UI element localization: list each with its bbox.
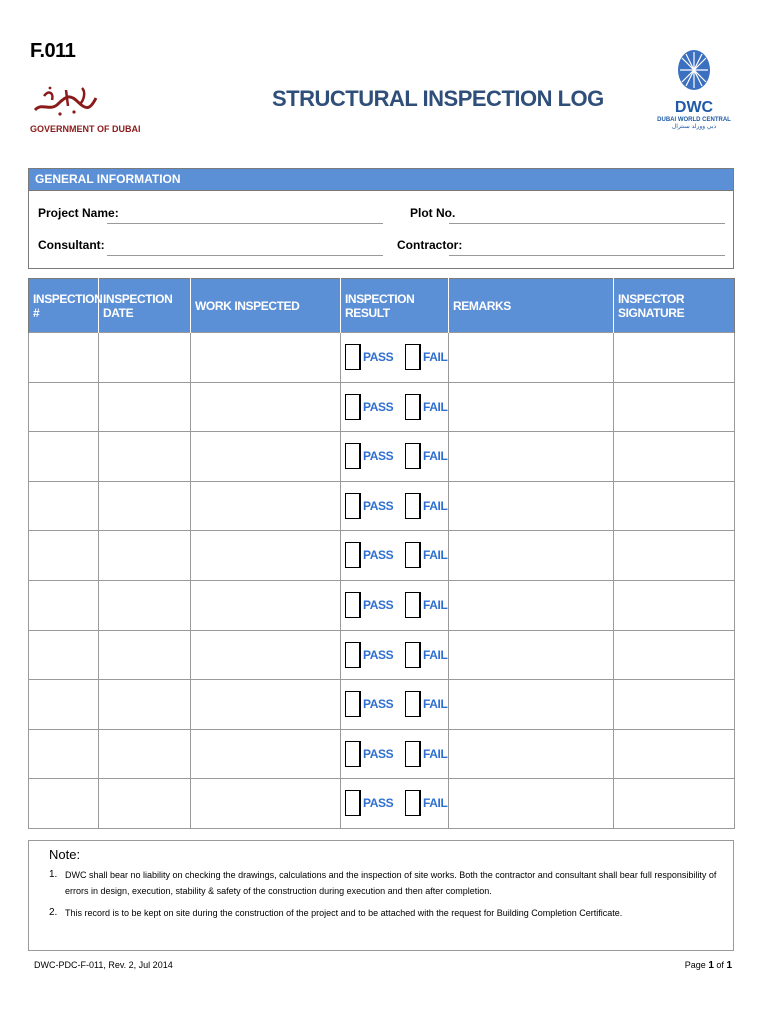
inspection-date-cell[interactable] [99, 580, 191, 630]
inspection-result-cell [341, 531, 449, 581]
fail-checkbox[interactable] [405, 642, 421, 668]
dwc-logo [654, 48, 734, 130]
inspection-result-cell [341, 779, 449, 829]
pass-checkbox[interactable] [345, 790, 361, 816]
pass-label: PASS [363, 796, 394, 811]
column-header-remarks: REMARKS [449, 279, 614, 333]
remarks-cell[interactable] [449, 779, 614, 829]
note-number: 1. [49, 869, 58, 880]
general-information-section [28, 168, 734, 269]
inspection-number-cell[interactable] [29, 779, 99, 829]
pass-label: PASS [363, 697, 394, 712]
fail-checkbox[interactable] [405, 790, 421, 816]
work-inspected-cell[interactable] [191, 382, 341, 432]
fail-checkbox[interactable] [405, 394, 421, 420]
page-number: 1 [708, 960, 714, 971]
table-row [29, 382, 735, 432]
fail-checkbox[interactable] [405, 344, 421, 370]
government-of-dubai-logo [30, 82, 141, 134]
inspector-signature-cell[interactable] [614, 531, 735, 581]
inspection-date-cell[interactable] [99, 680, 191, 730]
inspection-result-cell [341, 382, 449, 432]
inspector-signature-cell[interactable] [614, 729, 735, 779]
dwc-logo-subtitle: DUBAI WORLD CENTRAL [657, 117, 731, 123]
fail-label: FAIL [423, 697, 448, 712]
remarks-cell[interactable] [449, 531, 614, 581]
pass-checkbox[interactable] [345, 542, 361, 568]
table-row [29, 580, 735, 630]
pass-checkbox[interactable] [345, 344, 361, 370]
work-inspected-cell[interactable] [191, 580, 341, 630]
inspection-number-cell[interactable] [29, 531, 99, 581]
inspection-number-cell[interactable] [29, 382, 99, 432]
fail-label: FAIL [423, 498, 448, 513]
consultant-label: Consultant: [38, 238, 105, 252]
inspector-signature-cell[interactable] [614, 580, 735, 630]
remarks-cell[interactable] [449, 333, 614, 383]
inspector-signature-cell[interactable] [614, 382, 735, 432]
page-indicator [685, 960, 732, 971]
pass-checkbox[interactable] [345, 443, 361, 469]
remarks-cell[interactable] [449, 680, 614, 730]
note-item [49, 867, 725, 899]
inspection-date-cell[interactable] [99, 333, 191, 383]
dwc-emblem-icon [674, 48, 714, 92]
inspection-result-cell [341, 729, 449, 779]
pass-checkbox[interactable] [345, 394, 361, 420]
inspection-date-cell[interactable] [99, 729, 191, 779]
inspection-result-cell [341, 630, 449, 680]
inspection-log-table [28, 278, 735, 829]
fail-label: FAIL [423, 548, 448, 563]
inspector-signature-cell[interactable] [614, 779, 735, 829]
pass-label: PASS [363, 399, 394, 414]
work-inspected-cell[interactable] [191, 432, 341, 482]
fail-checkbox[interactable] [405, 443, 421, 469]
page-of: of [716, 960, 724, 970]
general-information-heading: GENERAL INFORMATION [29, 169, 733, 191]
note-text: This record is to be kept on site during the construction of the project and to be attached with the request for Building Completion Certificate. [65, 908, 623, 918]
fail-label: FAIL [423, 746, 448, 761]
inspection-number-cell[interactable] [29, 481, 99, 531]
pass-checkbox[interactable] [345, 642, 361, 668]
plot-no-label: Plot No. [410, 206, 456, 220]
page-total: 1 [726, 960, 732, 971]
table-row [29, 333, 735, 383]
column-header-work-inspected: WORK INSPECTED [191, 279, 341, 333]
inspection-result-cell [341, 432, 449, 482]
remarks-cell[interactable] [449, 630, 614, 680]
table-row [29, 531, 735, 581]
pass-checkbox[interactable] [345, 493, 361, 519]
note-item [49, 905, 725, 921]
inspection-date-cell[interactable] [99, 481, 191, 531]
page-prefix: Page [684, 960, 706, 970]
consultant-field[interactable] [107, 255, 383, 256]
document-reference: DWC-PDC-F-011, Rev. 2, Jul 2014 [34, 960, 173, 970]
table-row [29, 481, 735, 531]
pass-label: PASS [363, 498, 394, 513]
fail-checkbox[interactable] [405, 741, 421, 767]
inspection-date-cell[interactable] [99, 382, 191, 432]
pass-label: PASS [363, 647, 394, 662]
column-header-inspector-signature: INSPECTOR SIGNATURE [614, 279, 735, 333]
pass-label: PASS [363, 350, 394, 364]
table-row [29, 630, 735, 680]
inspector-signature-cell[interactable] [614, 481, 735, 531]
remarks-cell[interactable] [449, 481, 614, 531]
inspection-number-cell[interactable] [29, 729, 99, 779]
pass-label: PASS [363, 746, 394, 761]
notes-section [28, 840, 734, 951]
plot-no-field[interactable] [449, 223, 725, 224]
government-calligraphy-icon [30, 82, 100, 122]
work-inspected-cell[interactable] [191, 481, 341, 531]
fail-checkbox[interactable] [405, 542, 421, 568]
inspection-result-cell [341, 333, 449, 383]
inspection-number-cell[interactable] [29, 333, 99, 383]
fail-label: FAIL [423, 796, 448, 811]
inspection-date-cell[interactable] [99, 779, 191, 829]
inspection-number-cell[interactable] [29, 580, 99, 630]
dwc-logo-mark: DWC [674, 99, 714, 116]
pass-label: PASS [363, 449, 394, 464]
inspection-date-cell[interactable] [99, 531, 191, 581]
project-name-field[interactable] [107, 223, 383, 224]
table-row [29, 680, 735, 730]
fail-label: FAIL [423, 399, 448, 414]
fail-checkbox[interactable] [405, 592, 421, 618]
page-title: STRUCTURAL INSPECTION LOG [272, 86, 604, 111]
pass-checkbox[interactable] [345, 741, 361, 767]
inspection-number-cell[interactable] [29, 630, 99, 680]
column-header-inspection-result: INSPECTION RESULT [341, 279, 449, 333]
inspector-signature-cell[interactable] [614, 333, 735, 383]
work-inspected-cell[interactable] [191, 729, 341, 779]
fail-label: FAIL [423, 647, 448, 662]
work-inspected-cell[interactable] [191, 531, 341, 581]
contractor-label: Contractor: [397, 238, 463, 252]
remarks-cell[interactable] [449, 729, 614, 779]
fail-label: FAIL [423, 449, 448, 464]
remarks-cell[interactable] [449, 432, 614, 482]
table-row [29, 432, 735, 482]
table-row [29, 729, 735, 779]
notes-title: Note: [49, 847, 81, 862]
inspector-signature-cell[interactable] [614, 432, 735, 482]
work-inspected-cell[interactable] [191, 333, 341, 383]
government-logo-text: GOVERNMENT OF DUBAI [30, 124, 141, 134]
work-inspected-cell[interactable] [191, 779, 341, 829]
inspection-date-cell[interactable] [99, 630, 191, 680]
fail-checkbox[interactable] [405, 691, 421, 717]
inspection-result-cell [341, 680, 449, 730]
inspector-signature-cell[interactable] [614, 680, 735, 730]
inspection-number-cell[interactable] [29, 432, 99, 482]
fail-checkbox[interactable] [405, 493, 421, 519]
remarks-cell[interactable] [449, 382, 614, 432]
pass-label: PASS [363, 548, 394, 563]
inspection-result-cell [341, 580, 449, 630]
work-inspected-cell[interactable] [191, 680, 341, 730]
form-code: F.011 [30, 40, 76, 62]
inspector-signature-cell[interactable] [614, 630, 735, 680]
pass-label: PASS [363, 597, 394, 612]
table-row [29, 779, 735, 829]
remarks-cell[interactable] [449, 580, 614, 630]
contractor-field[interactable] [449, 255, 725, 256]
note-text: DWC shall bear no liability on checking the drawings, calculations and the inspection of site works. Both the contractor and consultant shall bear full responsibility of errors in design, execution, stability & safety of the construction during execution and then after completion. [65, 870, 717, 896]
note-number: 2. [49, 907, 58, 918]
inspection-date-cell[interactable] [99, 432, 191, 482]
fail-label: FAIL [423, 350, 448, 364]
pass-checkbox[interactable] [345, 592, 361, 618]
inspection-result-cell [341, 481, 449, 531]
project-name-label: Project Name: [38, 206, 119, 220]
column-header-inspection-date: INSPECTION DATE [99, 279, 191, 333]
fail-label: FAIL [423, 597, 448, 612]
dwc-logo-arabic: دبي وورلد سنترال [671, 124, 717, 130]
column-header-inspection-number: INSPECTION # [29, 279, 99, 333]
work-inspected-cell[interactable] [191, 630, 341, 680]
table-header-row [29, 279, 735, 333]
inspection-number-cell[interactable] [29, 680, 99, 730]
pass-checkbox[interactable] [345, 691, 361, 717]
